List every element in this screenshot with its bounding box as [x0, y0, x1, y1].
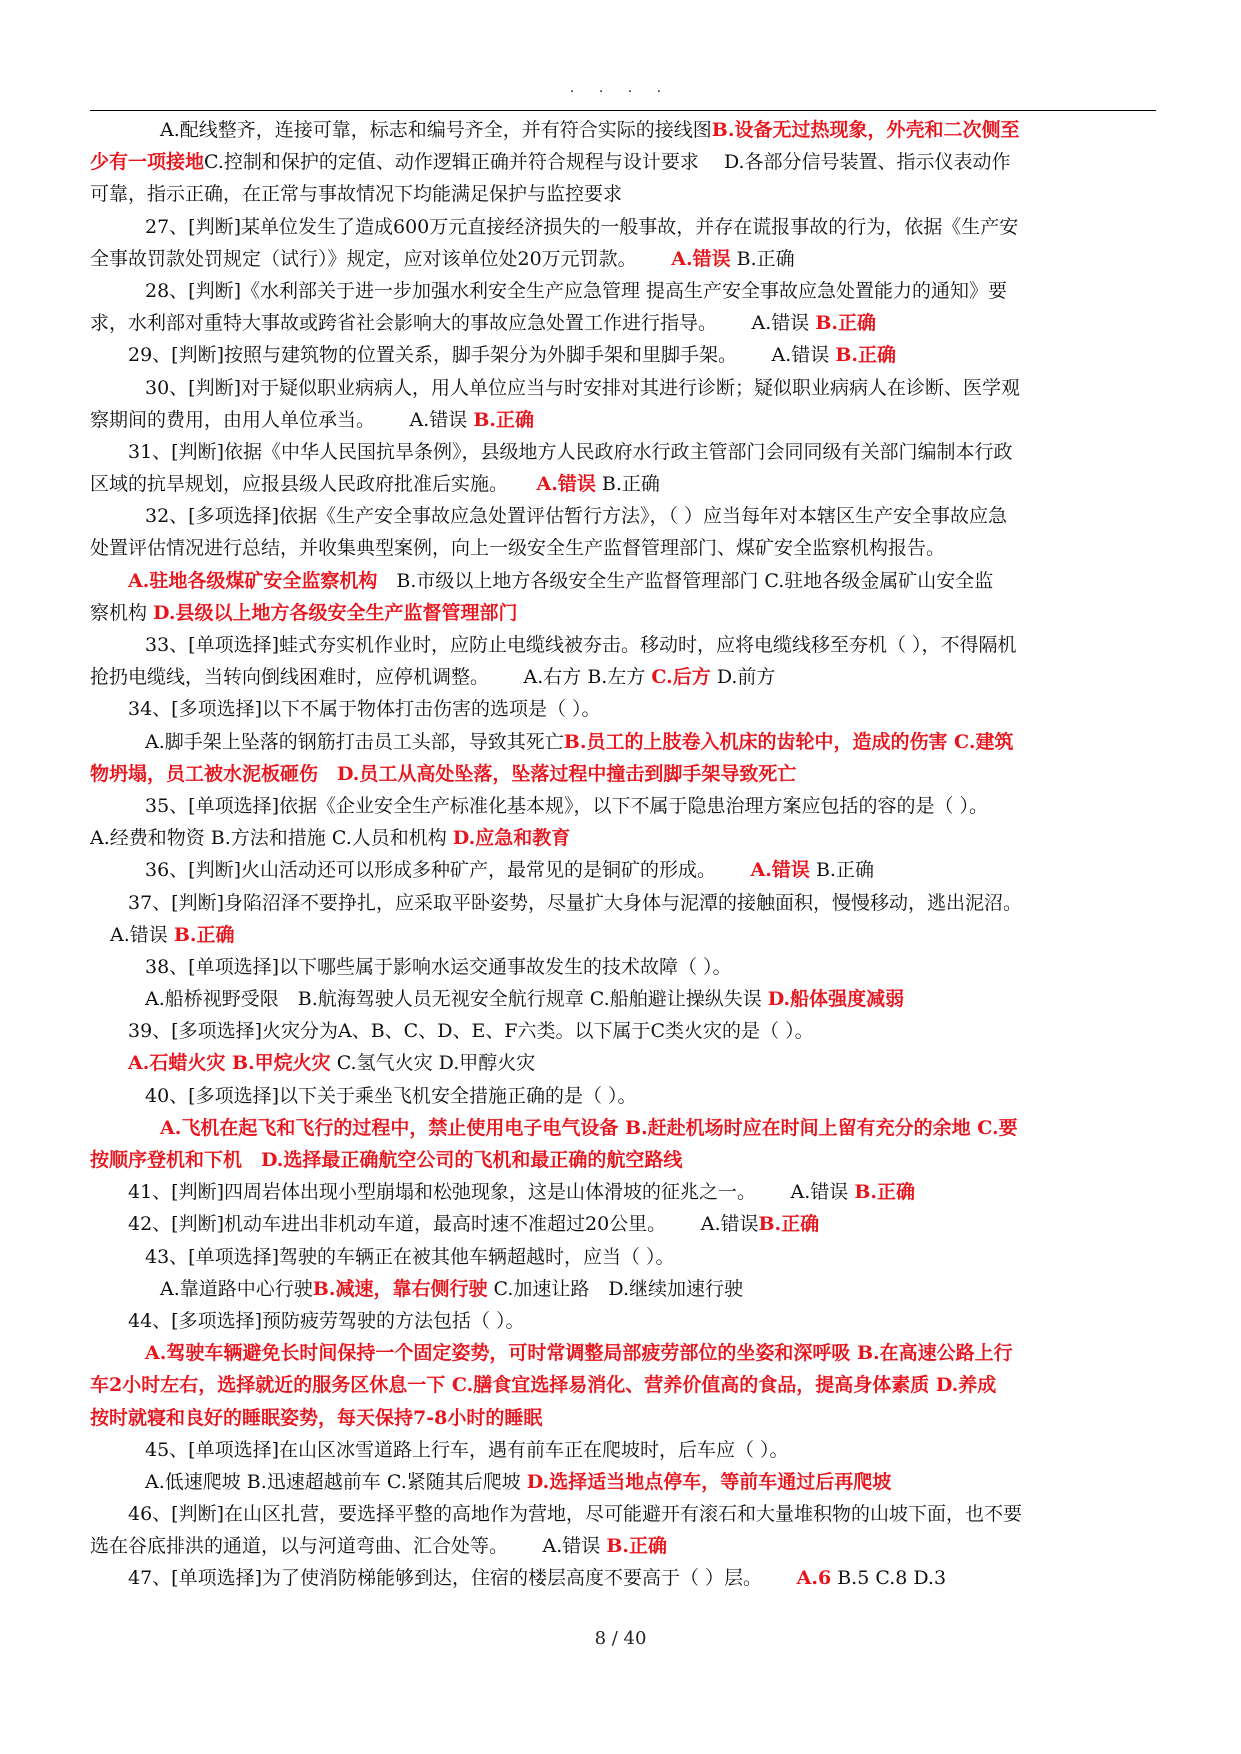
answer-text: 车2小时左右，选择就近的服务区休息一下 C.膳食宜选择易消化、营养价值高的食品，提高身体素质 D.养成 [90, 1374, 997, 1397]
text-line [90, 693, 1156, 725]
text-line [90, 629, 1156, 661]
question-text: 选在谷底排洪的通道，以与河道弯曲、汇合处等。 A.错误 [90, 1535, 607, 1558]
question-text: C.加速让路 D.继续加速行驶 [487, 1277, 743, 1300]
answer-text: B.正确 [815, 312, 877, 335]
question-text: 44、[多项选择]预防疲劳驾驶的方法包括（ ）。 [128, 1309, 525, 1332]
text-line [90, 565, 1156, 597]
question-text: 32、[多项选择]依据《生产安全事故应急处置评估暂行方法》，（ ）应当每年对本辖区生产安全事故应急 [145, 505, 1008, 528]
text-line [90, 1176, 1156, 1208]
answer-text: B.正确 [606, 1535, 668, 1558]
text-line [90, 114, 1156, 146]
question-text: 36、[判断]火山活动还可以形成多种矿产，最常见的是铜矿的形成。 [145, 859, 751, 882]
question-text: 30、[判断]对于疑似职业病病人，用人单位应当与时安排对其进行诊断；疑似职业病病人在诊断、医学观 [145, 376, 1021, 399]
answer-text: B.正确 [854, 1181, 916, 1204]
question-text: 抢扔电缆线，当转向倒线困难时，应停机调整。 A.右方 B.左方 [90, 666, 652, 689]
question-text: B.市级以上地方各级安全生产监督管理部门 C.驻地各级金属矿山安全监 [377, 569, 994, 592]
text-line [90, 1144, 1156, 1176]
question-text: D.前方 [710, 666, 776, 689]
answer-text: A.驾驶车辆避免长时间保持一个固定姿势，可时常调整局部疲劳部位的坐姿和深呼吸 B.在高速公路上行 [145, 1342, 1013, 1365]
text-line [90, 758, 1156, 790]
text-line [90, 339, 1156, 371]
question-text: 37、[判断]身陷沼泽不要挣扎，应采取平卧姿势，尽量扩大身体与泥潭的接触面积，慢慢移动，逃出泥沼。 [128, 891, 1023, 914]
text-line [90, 146, 1156, 178]
text-line [90, 1273, 1156, 1305]
answer-text: B.正确 [173, 923, 235, 946]
answer-text: 少有一项接地 [90, 151, 205, 174]
answer-text: B.正确 [835, 344, 897, 367]
question-text: 45、[单项选择]在山区冰雪道路上行车，遇有前车正在爬坡时，后车应（ ）。 [145, 1438, 789, 1461]
answer-text: A.错误 [671, 247, 731, 270]
text-line [90, 275, 1156, 307]
text-line [90, 790, 1156, 822]
text-line [90, 1369, 1156, 1401]
text-line [90, 468, 1156, 500]
text-line [90, 404, 1156, 436]
text-line [90, 887, 1156, 919]
text-line [90, 211, 1156, 243]
question-text: 察机构 [90, 601, 154, 624]
text-line [90, 1562, 1156, 1594]
question-text: 27、[判断]某单位发生了造成600万元直接经济损失的一般事故，并存在谎报事故的行为，依据《生产安 [145, 215, 1019, 238]
question-text: 39、[多项选择]火灾分为A、B、C、D、E、F六类。以下属于C类火灾的是（ ）。 [128, 1020, 814, 1043]
question-text: B.正确 [809, 859, 874, 882]
text-line [90, 1080, 1156, 1112]
answer-text: D.应急和教育 [452, 827, 571, 850]
page-number: 8 / 40 [594, 1628, 647, 1649]
question-text: C.氢气火灾 D.甲醇火灾 [330, 1052, 536, 1075]
answer-text: B.正确 [473, 408, 535, 431]
question-text: 31、[判断]依据《中华人民国抗旱条例》，县级地方人民政府水行政主管部门会同同级有关部门编制本行政 [128, 440, 1013, 463]
answer-text: B.员工的上肢卷入机床的齿轮中，造成的伤害 C.建筑 [563, 730, 1014, 753]
text-line [90, 597, 1156, 629]
question-text: 35、[单项选择]依据《企业安全生产标准化基本规》，以下不属于隐患治理方案应包括的容的是（ ）。 [145, 794, 989, 817]
question-text: 42、[判断]机动车进出非机动车道，最高时速不准超过20公里。 A.错误 [128, 1213, 759, 1236]
question-text: 46、[判断]在山区扎营，要选择平整的高地作为营地，尽可能避开有滚石和大量堆积物的山坡下面，也不要 [128, 1503, 1023, 1526]
question-text: A.配线整齐，连接可靠，标志和编号齐全，并有符合实际的接线图 [160, 119, 712, 141]
text-line [90, 1434, 1156, 1466]
answer-text: 按时就寝和良好的睡眠姿势，每天保持7-8小时的睡眠 [90, 1406, 543, 1429]
question-text: 全事故罚款处罚规定（试行）》规定，应对该单位处20万元罚款。 [90, 247, 672, 270]
text-line [90, 983, 1156, 1015]
text-line [90, 436, 1156, 468]
text-line [90, 1047, 1156, 1079]
question-text: A.靠道路中心行驶 [160, 1277, 313, 1300]
answer-text: B.正确 [758, 1213, 820, 1236]
text-line [90, 1015, 1156, 1047]
text-line [90, 1498, 1156, 1530]
text-line [90, 1112, 1156, 1144]
question-text: 可靠，指示正确，在正常与事故情况下均能满足保护与监控要求 [90, 183, 623, 206]
header-rule [90, 110, 1156, 111]
question-text: 处置评估情况进行总结，并收集典型案例，向上一级安全生产监督管理部门、煤矿安全监察机构报告。 [90, 537, 946, 560]
question-text: 47、[单项选择]为了使消防梯能够到达，住宿的楼层高度不要高于（ ）层。 [128, 1567, 797, 1590]
answer-text: C.后方 [651, 666, 711, 689]
text-line [90, 1466, 1156, 1498]
header-dots: . . . . [569, 80, 672, 96]
text-line [90, 661, 1156, 693]
question-text: 33、[单项选择]蛙式夯实机作业时，应防止电缆线被夯击。移动时，应将电缆线移至夯机（ ），不得隔机 [145, 634, 1017, 656]
question-text: 34、[多项选择]以下不属于物体打击伤害的选项是（ ）。 [128, 698, 601, 721]
answer-text: A.6 [796, 1567, 832, 1590]
question-text: C.控制和保护的定值、动作逻辑正确并符合规程与设计要求 D.各部分信号装置、指示仪表动作 [204, 151, 1011, 174]
text-line [90, 1208, 1156, 1240]
text-line [90, 1337, 1156, 1369]
text-line [90, 919, 1156, 951]
answer-text: 物坍塌，员工被水泥板砸伤 D.员工从高处坠落，坠落过程中撞击到脚手架导致死亡 [90, 762, 797, 785]
question-text: A.脚手架上坠落的钢筋打击员工头部，导致其死亡 [145, 730, 564, 753]
question-text: A.船桥视野受限 B.航海驾驶人员无视安全航行规章 C.船舶避让操纵失误 [145, 988, 768, 1011]
question-text: 41、[判断]四周岩体出现小型崩塌和松弛现象，这是山体滑坡的征兆之一。 A.错误 [128, 1181, 855, 1204]
question-text: A.错误 [110, 923, 174, 946]
text-line [90, 1530, 1156, 1562]
text-line [90, 372, 1156, 404]
text-line [90, 951, 1156, 983]
question-text: B.正确 [730, 247, 795, 270]
answer-text: A.驻地各级煤矿安全监察机构 [128, 569, 378, 592]
text-line [90, 726, 1156, 758]
question-text: B.正确 [595, 473, 660, 496]
answer-text: D.船体强度减弱 [767, 988, 905, 1011]
document-body [90, 114, 1156, 1595]
text-line [90, 1402, 1156, 1434]
text-line [90, 178, 1156, 210]
question-text: 求，水利部对重特大事故或跨省社会影响大的事故应急处置工作进行指导。 A.错误 [90, 312, 816, 335]
text-line [90, 243, 1156, 275]
answer-text: A.飞机在起飞和飞行的过程中，禁止使用电子电气设备 B.赶赴机场时应在时间上留有充分的余地 C.要 [160, 1116, 1018, 1139]
answer-text: A.错误 [536, 473, 596, 496]
answer-text: B.设备无过热现象，外壳和二次侧至 [711, 119, 1020, 141]
answer-text: B.减速，靠右侧行驶 [312, 1277, 488, 1300]
question-text: 29、[判断]按照与建筑物的位置关系，脚手架分为外脚手架和里脚手架。 A.错误 [128, 344, 836, 367]
question-text: 察期间的费用，由用人单位承当。 A.错误 [90, 408, 474, 431]
text-line [90, 854, 1156, 886]
question-text: 区域的抗旱规划，应报县级人民政府批准后实施。 [90, 473, 537, 496]
answer-text: 按顺序登机和下机 D.选择最正确航空公司的飞机和最正确的航空路线 [90, 1149, 683, 1171]
text-line [90, 822, 1156, 854]
text-line [90, 500, 1156, 532]
answer-text: A.错误 [750, 859, 810, 882]
question-text: 40、[多项选择]以下关于乘坐飞机安全措施正确的是（ ）。 [145, 1084, 637, 1107]
question-text: A.经费和物资 B.方法和措施 C.人员和机构 [90, 827, 453, 850]
text-line [90, 307, 1156, 339]
text-line [90, 1241, 1156, 1273]
answer-text: D.选择适当地点停车，等前车通过后再爬坡 [526, 1470, 892, 1493]
question-text: 38、[单项选择]以下哪些属于影响水运交通事故发生的技术故障（ ）。 [145, 955, 732, 978]
question-text: B.5 C.8 D.3 [831, 1567, 947, 1590]
text-line [90, 1305, 1156, 1337]
question-text: 43、[单项选择]驾驶的车辆正在被其他车辆超越时，应当（ ）。 [145, 1245, 675, 1268]
answer-text: A.石蜡火灾 B.甲烷火灾 [128, 1052, 331, 1075]
question-text: 28、[判断]《水利部关于进一步加强水利安全生产应急管理 提高生产安全事故应急处置能力的通知》要 [145, 279, 1008, 302]
text-line [90, 532, 1156, 564]
answer-text: D.县级以上地方各级安全生产监督管理部门 [153, 601, 518, 624]
question-text: A.低速爬坡 B.迅速超越前车 C.紧随其后爬坡 [145, 1470, 527, 1493]
